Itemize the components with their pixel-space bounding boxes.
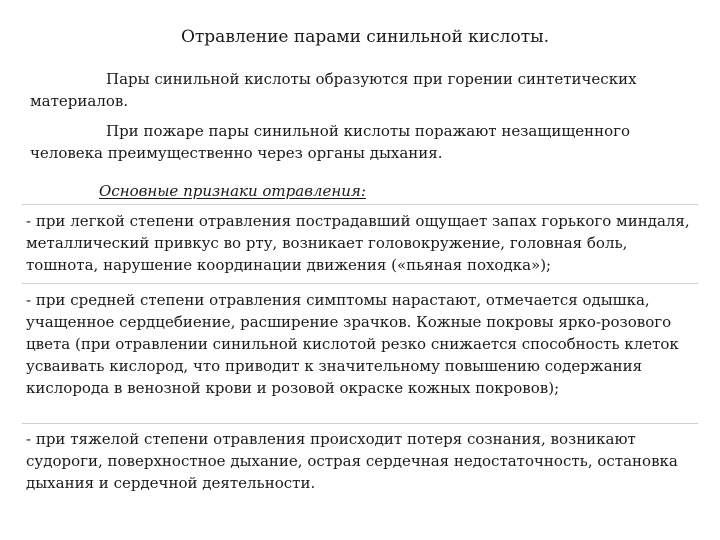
divider [22,283,698,284]
list-item-moderate: - при средней степени отравления симптомы нарастают, отмечается одышка, учащенное сердцебиение, расширение зрачков. Кожные покровы ярко-розового цвета (при отравлении синильной кислотой резко снижается способность клеток усваивать кислород, что приводит к значительному повышению содержания кислорода в венозной крови и розовой окраске кожных покровов); [26,291,679,397]
slide-title: Отравление парами синильной кислоты. [180,27,550,47]
list-item-severe: - при тяжелой степени отравления происходит потеря сознания, возникают судороги, поверхностное дыхание, острая сердечная недостаточность, остановка дыхания и сердечной деятельности. [26,430,678,492]
divider [22,423,698,424]
subheading-symptoms: Основные признаки отравления: [99,182,366,200]
paragraph-exposure: При пожаре пары синильной кислоты поражают незащищенного человека преимущественно через органы дыхания. [30,122,631,162]
paragraph-formation: Пары синильной кислоты образуются при горении синтетических материалов. [30,70,637,110]
divider [22,204,698,205]
list-item-mild: - при легкой степени отравления пострадавший ощущает запах горького миндаля, металлический привкус во рту, возникает головокружение, головная боль, тошнота, нарушение координации движения («пьяная походка»); [26,212,690,274]
